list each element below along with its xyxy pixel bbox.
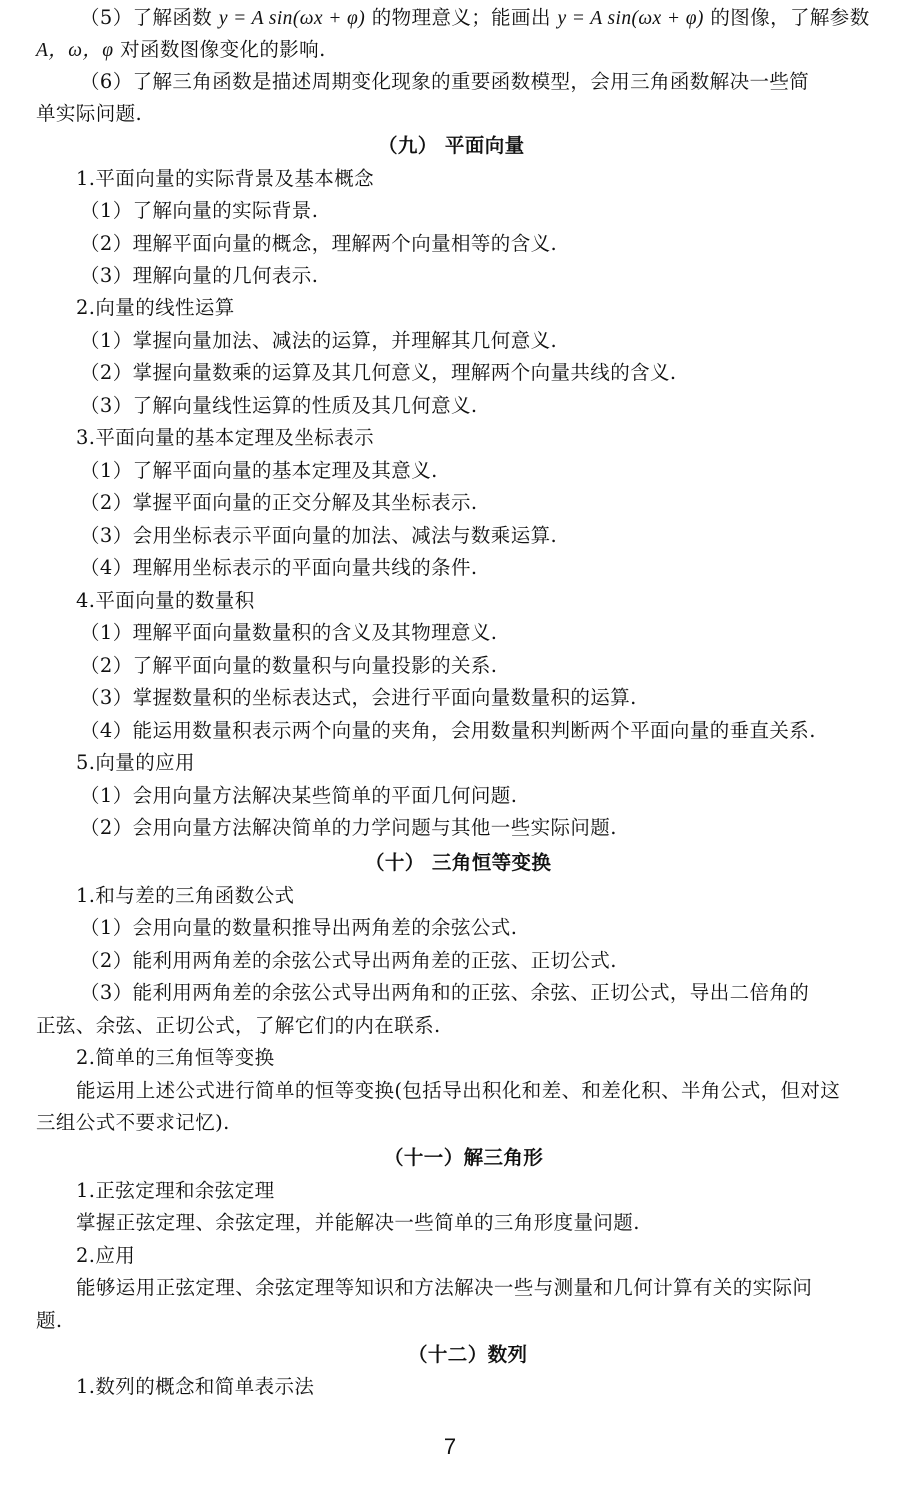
formula-sine-1: y = A sin(ωx + φ) <box>218 8 366 29</box>
item-5-text-d: 对函数图像变化的影响. <box>120 38 326 61</box>
section-9-line: （2）掌握向量数乘的运算及其几何意义，理解两个向量共线的含义. <box>80 361 677 384</box>
section-9-line: （1）理解平面向量数量积的含义及其物理意义. <box>80 621 498 644</box>
section-9-line: （1）了解平面向量的基本定理及其意义. <box>80 459 438 482</box>
section-10-line: （3）能利用两角差的余弦公式导出两角和的正弦、余弦、正切公式，导出二倍角的 <box>80 981 810 1004</box>
section-9-line: 1.平面向量的实际背景及基本概念 <box>76 167 375 190</box>
section-9-line: 2.向量的线性运算 <box>76 296 235 319</box>
section-11-line: 1.正弦定理和余弦定理 <box>76 1179 275 1202</box>
section-9-line: （1）会用向量方法解决某些简单的平面几何问题. <box>80 784 518 807</box>
item-6-line-1: （6）了解三角函数是描述周期变化现象的重要函数模型，会用三角函数解决一些简 <box>80 70 810 93</box>
section-10-line: 1.和与差的三角函数公式 <box>76 884 295 907</box>
item-5-text-c: 的图像，了解参数 <box>710 6 870 29</box>
section-9-line: （3）掌握数量积的坐标表达式，会进行平面向量数量积的运算. <box>80 686 637 709</box>
section-10-line: 正弦、余弦、正切公式，了解它们的内在联系. <box>36 1014 441 1037</box>
section-11-title: （十一）解三角形 <box>384 1146 544 1169</box>
section-10-line: 能运用上述公式进行简单的恒等变换(包括导出积化和差、和差化积、半角公式，但对这 <box>76 1079 841 1102</box>
section-12-line: 1.数列的概念和简单表示法 <box>76 1375 315 1398</box>
section-12-title: （十二）数列 <box>408 1343 528 1366</box>
section-11-line: 掌握正弦定理、余弦定理，并能解决一些简单的三角形度量问题. <box>76 1211 640 1234</box>
section-9-line: （2）了解平面向量的数量积与向量投影的关系. <box>80 654 498 677</box>
section-9-line: （2）会用向量方法解决简单的力学问题与其他一些实际问题. <box>80 816 617 839</box>
section-10-line: 2.简单的三角恒等变换 <box>76 1046 275 1069</box>
section-9-line: （3）会用坐标表示平面向量的加法、减法与数乘运算. <box>80 524 558 547</box>
section-9-line: （1）了解向量的实际背景. <box>80 199 319 222</box>
item-5-text-a: （5）了解函数 <box>80 6 213 29</box>
section-9-title: （九） 平面向量 <box>378 134 525 157</box>
section-9-line: （3）理解向量的几何表示. <box>80 264 319 287</box>
section-9-line: （2）掌握平面向量的正交分解及其坐标表示. <box>80 491 478 514</box>
item-5-line-2 <box>36 36 326 65</box>
item-6-line-2: 单实际问题. <box>36 102 143 125</box>
section-9-line: （4）理解用坐标表示的平面向量共线的条件. <box>80 556 478 579</box>
section-9-line: （2）理解平面向量的概念，理解两个向量相等的含义. <box>80 232 558 255</box>
section-10-line: 三组公式不要求记忆). <box>36 1111 230 1134</box>
section-9-line: 4.平面向量的数量积 <box>76 589 255 612</box>
item-5-line-1 <box>80 4 870 33</box>
section-9-line: （4）能运用数量积表示两个向量的夹角，会用数量积判断两个平面向量的垂直关系. <box>80 719 816 742</box>
item-5-text-b: 的物理意义；能画出 <box>371 6 551 29</box>
section-9-line: 5.向量的应用 <box>76 751 195 774</box>
section-11-line: 题. <box>36 1309 63 1332</box>
section-11-line: 能够运用正弦定理、余弦定理等知识和方法解决一些与测量和几何计算有关的实际问 <box>76 1276 813 1299</box>
section-9-line: （3）了解向量线性运算的性质及其几何意义. <box>80 394 478 417</box>
section-10-title: （十） 三角恒等变换 <box>365 851 552 874</box>
section-9-line: （1）掌握向量加法、减法的运算，并理解其几何意义. <box>80 329 558 352</box>
parameter-list: A，ω，φ <box>36 40 114 61</box>
section-10-line: （1）会用向量的数量积推导出两角差的余弦公式. <box>80 916 518 939</box>
section-9-line: 3.平面向量的基本定理及坐标表示 <box>76 426 375 449</box>
section-10-line: （2）能利用两角差的余弦公式导出两角差的正弦、正切公式. <box>80 949 617 972</box>
page-number: 7 <box>443 1434 457 1459</box>
formula-sine-2: y = A sin(ωx + φ) <box>557 8 704 29</box>
section-11-line: 2.应用 <box>76 1244 136 1267</box>
